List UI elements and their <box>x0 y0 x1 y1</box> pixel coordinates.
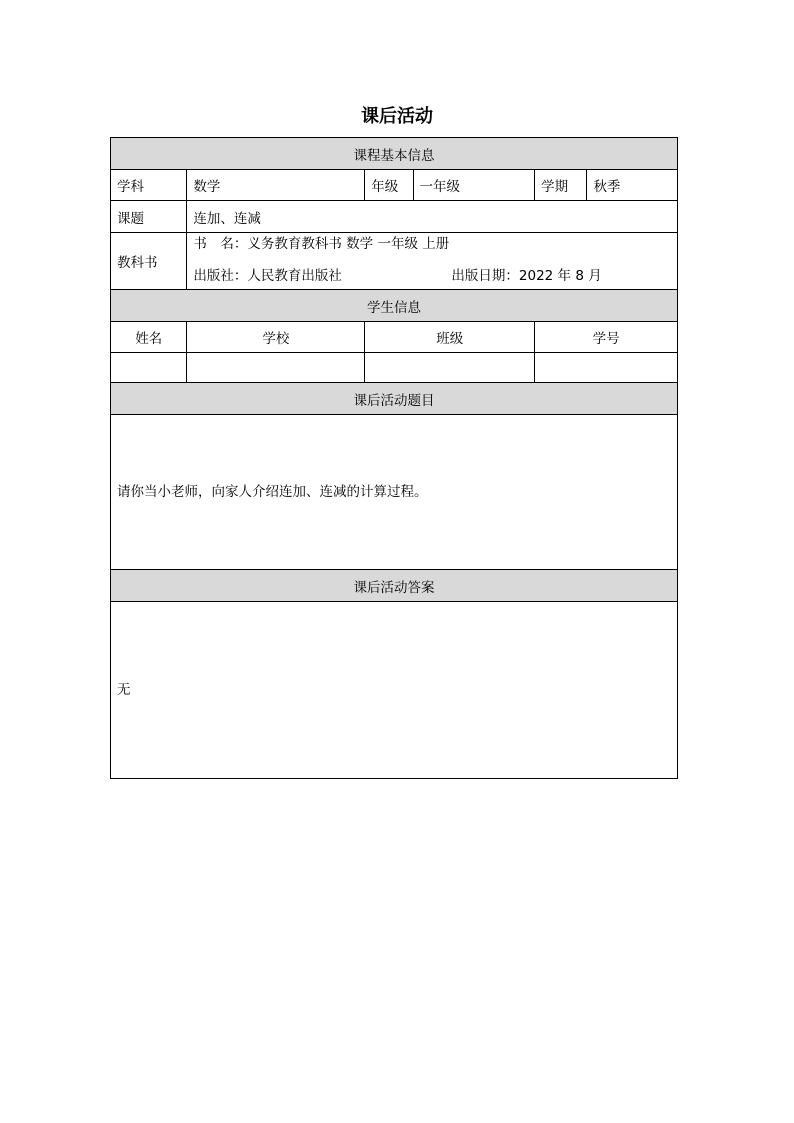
term-value: 秋季 <box>587 170 678 201</box>
student-info-header: 学生信息 <box>111 290 678 322</box>
course-info-header: 课程基本信息 <box>111 138 678 170</box>
student-school-header: 学校 <box>187 322 365 353</box>
answer-content: 无 <box>111 602 678 779</box>
student-id-header: 学号 <box>535 322 678 353</box>
answer-header: 课后活动答案 <box>111 570 678 602</box>
textbook-publication-line <box>193 263 671 289</box>
student-info-header-row <box>111 290 678 322</box>
term-label: 学期 <box>535 170 587 201</box>
subject-label: 学科 <box>111 170 187 201</box>
student-columns-row <box>111 322 678 353</box>
textbook-publish-date: 出版日期：2022 年 8 月 <box>451 268 602 284</box>
textbook-name: 书 名：义务教育教科书 数学 一年级 上册 <box>193 236 450 252</box>
grade-label: 年级 <box>365 170 413 201</box>
activity-form-table <box>110 137 678 779</box>
student-name-cell[interactable] <box>111 353 187 383</box>
student-class-header: 班级 <box>365 322 535 353</box>
student-school-cell[interactable] <box>187 353 365 383</box>
textbook-label: 教科书 <box>111 233 187 290</box>
answer-header-row <box>111 570 678 602</box>
question-header-row <box>111 383 678 415</box>
answer-content-row <box>111 602 678 779</box>
student-entry-row <box>111 353 678 383</box>
textbook-row <box>111 233 678 290</box>
student-name-header: 姓名 <box>111 322 187 353</box>
textbook-details <box>187 233 678 290</box>
document-title: 课后活动 <box>361 106 433 127</box>
textbook-publisher: 出版社：人民教育出版社 <box>193 268 342 284</box>
topic-label: 课题 <box>111 201 187 233</box>
subject-value: 数学 <box>187 170 365 201</box>
course-basic-row <box>111 170 678 201</box>
question-header: 课后活动题目 <box>111 383 678 415</box>
student-class-cell[interactable] <box>365 353 535 383</box>
topic-row <box>111 201 678 233</box>
question-content: 请你当小老师，向家人介绍连加、连减的计算过程。 <box>111 415 678 570</box>
student-id-cell[interactable] <box>535 353 678 383</box>
topic-value: 连加、连减 <box>187 201 678 233</box>
course-info-header-row <box>111 138 678 170</box>
grade-value: 一年级 <box>413 170 535 201</box>
question-content-row <box>111 415 678 570</box>
